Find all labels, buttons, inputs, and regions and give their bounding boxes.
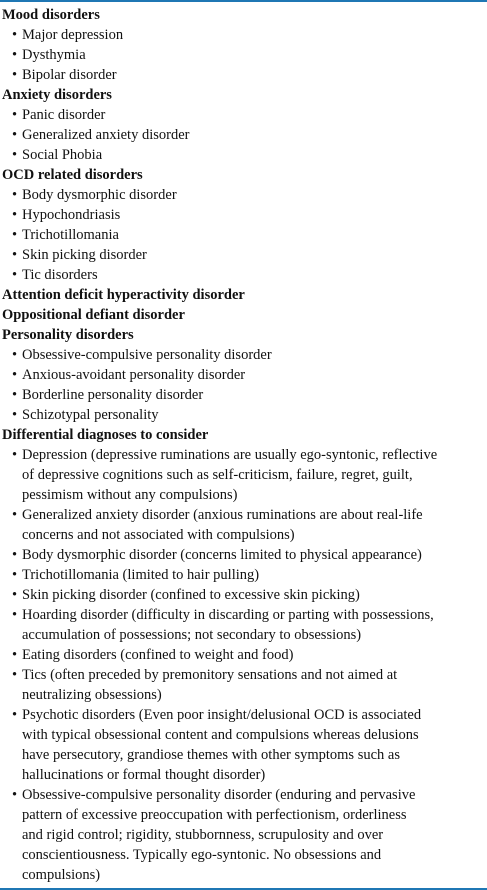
list-item-text: Eating disorders (confined to weight and food) (22, 647, 294, 663)
list-item-text: Psychotic disorders (Even poor insight/delusional OCD is associated with typical obsessional content and compulsions whereas delusions have persecutory, grandiose themes with other symptoms such as hallucinations or formal thought disorder) (22, 707, 422, 783)
list-item (2, 25, 487, 45)
bullet-icon: • (12, 587, 18, 603)
list-item-text: Body dysmorphic disorder (22, 187, 177, 203)
list-item-text: Generalized anxiety disorder (anxious ruminations are about real-life concerns and not associated with compulsions) (22, 507, 423, 543)
list-item (2, 65, 487, 85)
section-heading: Mood disorders (2, 7, 100, 23)
list-item-text: Trichotillomania (22, 227, 119, 243)
list-item (2, 505, 487, 545)
section-heading: OCD related disorders (2, 167, 143, 183)
list-item-text: Skin picking disorder (22, 247, 147, 263)
section-heading: Personality disorders (2, 327, 134, 343)
list-item (2, 645, 487, 665)
list-item (2, 405, 487, 425)
list-item (2, 125, 487, 145)
list-item (2, 605, 487, 645)
list-item (2, 205, 487, 225)
bullet-icon: • (12, 407, 18, 423)
list-item-text: Skin picking disorder (confined to excessive skin picking) (22, 587, 360, 603)
list-item (2, 365, 487, 385)
list-item-text: Depression (depressive ruminations are usually ego-syntonic, reflective of depressive cognitions such as self-criticism, failure, regret, guilt, pessimism without any compulsions) (22, 447, 438, 503)
bullet-icon: • (12, 67, 18, 83)
list-item-text: Generalized anxiety disorder (22, 127, 190, 143)
bullet-icon: • (12, 127, 18, 143)
list-item (2, 385, 487, 405)
bullet-icon: • (12, 707, 18, 723)
section-list (2, 445, 487, 885)
section-list (2, 25, 487, 85)
list-item-text: Borderline personality disorder (22, 387, 204, 403)
list-item-text: Social Phobia (22, 147, 103, 163)
list-item-text: Obsessive-compulsive personality disorder (enduring and pervasive pattern of excessive preoccupation with perfectionism, orderliness and rigid control; rigidity, stubbornness, scrupulosity and over conscientiousness. Typically ego-syntonic. No obsessions and compulsions) (22, 787, 416, 883)
bullet-icon: • (12, 667, 18, 683)
list-item (2, 785, 487, 885)
table-body (0, 5, 487, 885)
list-item (2, 565, 487, 585)
bullet-icon: • (12, 147, 18, 163)
list-item-text: Panic disorder (22, 107, 106, 123)
list-item (2, 665, 487, 705)
bullet-icon: • (12, 647, 18, 663)
section-heading: Anxiety disorders (2, 87, 112, 103)
list-item (2, 705, 487, 785)
list-item (2, 45, 487, 65)
list-item-text: Dysthymia (22, 47, 86, 63)
bullet-icon: • (12, 27, 18, 43)
bullet-icon: • (12, 447, 18, 463)
bullet-icon: • (12, 207, 18, 223)
list-item-text: Hypochondriasis (22, 207, 121, 223)
list-item (2, 245, 487, 265)
list-item-text: Anxious-avoidant personality disorder (22, 367, 246, 383)
section-list (2, 345, 487, 425)
bullet-icon: • (12, 607, 18, 623)
list-item-text: Hoarding disorder (difficulty in discarding or parting with possessions, accumulation of possessions; not secondary to obsessions) (22, 607, 434, 643)
bullet-icon: • (12, 367, 18, 383)
bullet-icon: • (12, 227, 18, 243)
bullet-icon: • (12, 247, 18, 263)
list-item (2, 225, 487, 245)
bullet-icon: • (12, 187, 18, 203)
list-item-text: Tic disorders (22, 267, 98, 283)
bullet-icon: • (12, 507, 18, 523)
list-item-text: Bipolar disorder (22, 67, 117, 83)
list-item (2, 105, 487, 125)
list-item-text: Schizotypal personality (22, 407, 159, 423)
list-item (2, 185, 487, 205)
section-heading: Attention deficit hyperactivity disorder (2, 287, 245, 303)
bullet-icon: • (12, 787, 18, 803)
list-item (2, 265, 487, 285)
bullet-icon: • (12, 567, 18, 583)
list-item-text: Major depression (22, 27, 124, 43)
list-item (2, 545, 487, 565)
list-item (2, 585, 487, 605)
bullet-icon: • (12, 47, 18, 63)
section-list (2, 185, 487, 285)
section-heading: Oppositional defiant disorder (2, 307, 185, 323)
bullet-icon: • (12, 267, 18, 283)
list-item-text: Trichotillomania (limited to hair pulling) (22, 567, 260, 583)
list-item (2, 445, 487, 505)
section-heading: Differential diagnoses to consider (2, 427, 209, 443)
list-item-text: Body dysmorphic disorder (concerns limited to physical appearance) (22, 547, 422, 563)
section-list (2, 105, 487, 165)
list-item-text: Obsessive-compulsive personality disorder (22, 347, 272, 363)
list-item (2, 145, 487, 165)
bullet-icon: • (12, 547, 18, 563)
list-item-text: Tics (often preceded by premonitory sensations and not aimed at neutralizing obsessions) (22, 667, 398, 703)
bullet-icon: • (12, 387, 18, 403)
bullet-icon: • (12, 107, 18, 123)
list-item (2, 345, 487, 365)
bullet-icon: • (12, 347, 18, 363)
